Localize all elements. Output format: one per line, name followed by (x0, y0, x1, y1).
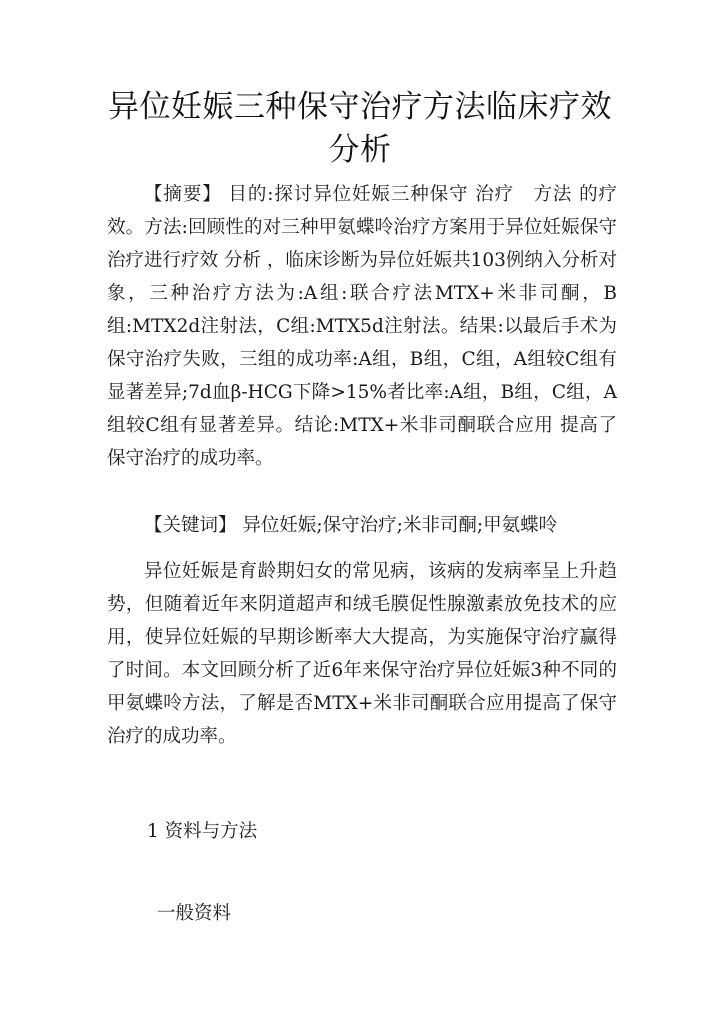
keywords-paragraph (107, 509, 617, 542)
keywords-text: 异位妊娠;保守治疗;米非司酮;甲氨蝶呤 (236, 515, 558, 536)
section-heading: 1 资料与方法 (147, 821, 258, 842)
abstract-label: 【摘要】 (144, 184, 222, 205)
intro-paragraph: 异位妊娠是育龄期妇女的常见病，该病的发病率呈上升趋势，但随着近年来阴道超声和绒毛膜促性腺激素放免技术的应用，使异位妊娠的早期诊断率大大提高，为实施保守治疗赢得了时间。本文回顾分析了近6年来保守治疗异位妊娠3种不同的甲氨蝶呤方法，了解是否MTX+米非司酮联合应用提高了保守治疗的成功率。 (107, 561, 617, 747)
abstract-text: 目的:探讨异位妊娠三种保守 治疗 方法 的疗效。方法:回顾性的对三种甲氨蝶呤治疗方案用于异位妊娠保守治疗进行疗效 分析 ，临床诊断为异位妊娠共103例纳入分析对象，三种治疗方法为:A组:联合疗法MTX+米非司酮，B组:MTX2d注射法，C组:MTX5d注射法。结果:以最后手术为保守治疗失败，三组的成功率:A组，B组，C组，A组较C组有显著差异;7d血β-HCG下降>15%者比率:A组，B组，C组，A组较C组有显著差异。结论:MTX+米非司酮联合应用 提高了保守治疗的成功率。 (107, 184, 617, 469)
abstract-paragraph (107, 178, 617, 475)
sub-heading: 一般资料 (157, 903, 232, 924)
document-title: 异位妊娠三种保守治疗方法临床疗效分析 (108, 89, 612, 168)
keywords-label: 【关键词】 (144, 515, 237, 536)
